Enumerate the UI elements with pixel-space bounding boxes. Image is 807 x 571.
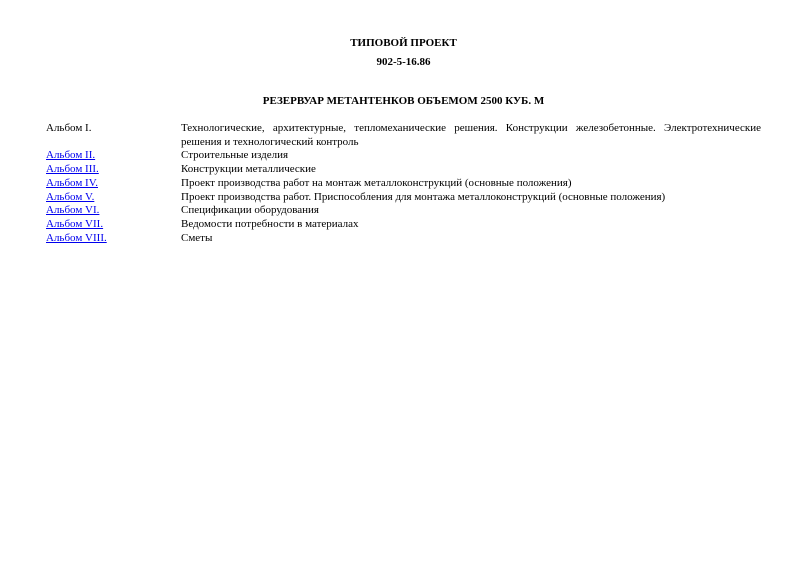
album-link[interactable]: Альбом V. bbox=[46, 190, 95, 203]
album-description: Технологические, архитектурные, тепломеханические решения. Конструкции железобетонные. Электротехнические решения и технологический контроль bbox=[181, 122, 761, 148]
album-row bbox=[46, 149, 761, 163]
album-description: Сметы bbox=[181, 231, 213, 244]
album-description: Ведомости потребности в материалах bbox=[181, 217, 359, 230]
album-link[interactable]: Альбом IV. bbox=[46, 176, 98, 189]
doc-type-heading: ТИПОВОЙ ПРОЕКТ bbox=[350, 37, 457, 49]
album-description: Проект производства работ на монтаж металлоконструкций (основные положения) bbox=[181, 176, 572, 189]
project-number: 902-5-16.86 bbox=[376, 56, 431, 68]
album-link[interactable]: Альбом VIII. bbox=[46, 231, 107, 244]
album-link[interactable]: Альбом VI. bbox=[46, 204, 100, 217]
album-link[interactable]: Альбом VII. bbox=[46, 217, 104, 230]
album-row bbox=[46, 218, 761, 232]
album-description: Строительные изделия bbox=[181, 149, 289, 162]
album-description: Конструкции металлические bbox=[181, 163, 316, 176]
album-link[interactable]: Альбом III. bbox=[46, 163, 99, 176]
album-description: Проект производства работ. Приспособления для монтажа металлоконструкций (основные положения) bbox=[181, 190, 666, 203]
album-row bbox=[46, 232, 761, 246]
album-row bbox=[46, 204, 761, 218]
album-list bbox=[46, 122, 761, 245]
album-link[interactable]: Альбом II. bbox=[46, 149, 96, 162]
project-title: РЕЗЕРВУАР МЕТАНТЕНКОВ ОБЪЕМОМ 2500 КУБ. М bbox=[262, 95, 545, 107]
album-description: Спецификации оборудования bbox=[181, 204, 319, 217]
album-row bbox=[46, 177, 761, 191]
album-label: Альбом I. bbox=[46, 122, 92, 134]
album-row bbox=[46, 191, 761, 205]
album-row bbox=[46, 122, 761, 149]
album-row bbox=[46, 163, 761, 177]
